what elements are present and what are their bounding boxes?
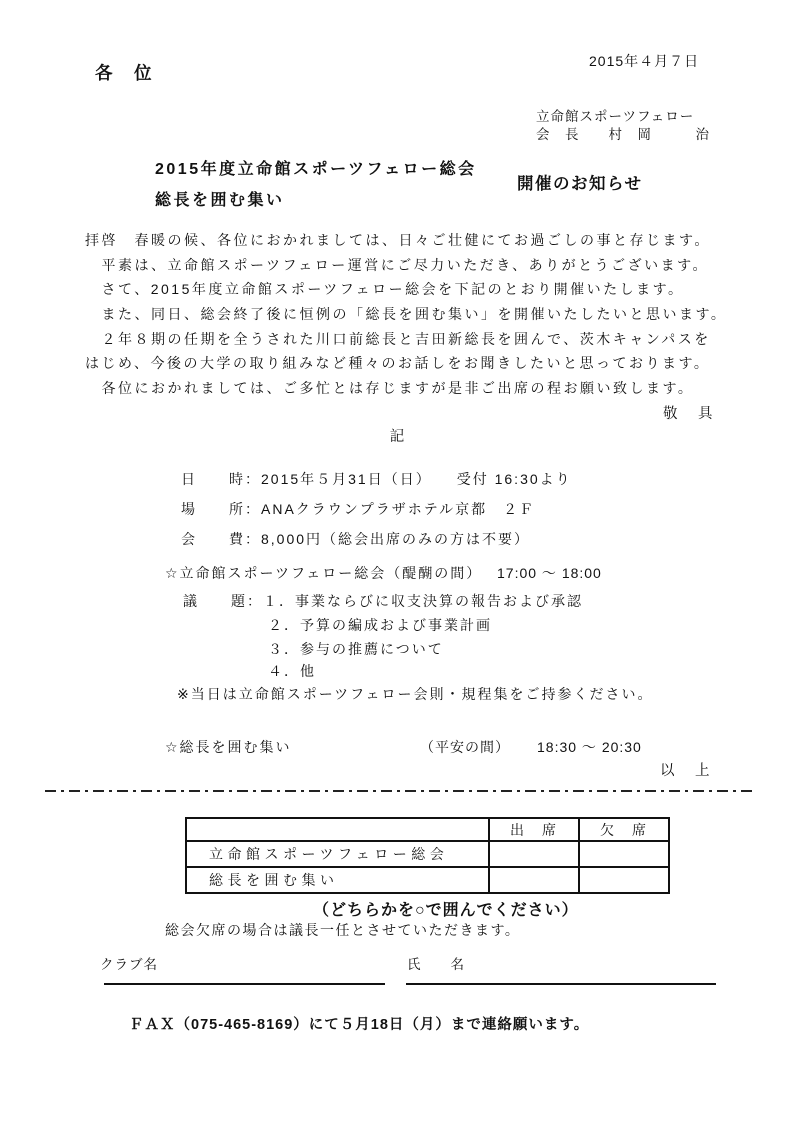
attendance-cell xyxy=(489,867,579,893)
agenda-note: ※当日は立命館スポーツフェロー会則・規程集をご持参ください。 xyxy=(177,686,654,702)
recipient: 各 位 xyxy=(95,63,154,83)
document-date: 2015年４月７日 xyxy=(589,53,700,69)
club-name-label: クラブ名 xyxy=(100,957,158,972)
table-header-row xyxy=(186,818,669,841)
event-details xyxy=(181,464,572,554)
agenda-item: ４．他 xyxy=(268,663,316,679)
fax-instruction: ＦＡＸ（075-465-8169）にて５月18日（月）まで連絡願います。 xyxy=(129,1017,590,1033)
document-title-line2: 総長を囲む集い xyxy=(155,192,285,209)
absence-cell xyxy=(579,867,669,893)
gathering-room: （平安の間） xyxy=(420,739,510,755)
absence-header: 欠 席 xyxy=(579,818,669,841)
circle-instruction: （どちらかを○で囲んでください） xyxy=(313,902,579,919)
sender-name: 会 長 村 岡 治 xyxy=(536,127,710,142)
absence-note: 総会欠席の場合は議長一任とさせていただきます。 xyxy=(165,922,521,938)
meeting-time: 17:00 ～ 18:00 xyxy=(497,565,602,581)
agenda-label: 議 題： xyxy=(183,593,263,609)
body-line: 拝啓 春暖の候、各位におかれましては、日々ご壮健にてお過ごしの事と存じます。 xyxy=(85,232,711,248)
agenda-item: １．事業ならびに収支決算の報告および承認 xyxy=(263,593,583,609)
detail-place: 場 所：ANAクラウンプラザホテル京都 ２Ｆ xyxy=(181,501,536,517)
cut-line-separator xyxy=(45,790,757,792)
agenda-line xyxy=(183,591,583,611)
gathering-time: 18:30 ～ 20:30 xyxy=(537,739,642,755)
gathering-title: ☆総長を囲む集い xyxy=(165,739,292,755)
attendance-cell xyxy=(489,841,579,867)
body-line: 平素は、立命館スポーツフェロー運営にご尽力いただき、ありがとうございます。 xyxy=(85,256,710,273)
agenda-item: ２．予算の編成および事業計画 xyxy=(268,617,492,633)
detail-datetime: 日 時：2015年５月31日（日） 受付 16:30より xyxy=(181,471,572,487)
document-title-line1: 2015年度立命館スポーツフェロー総会 xyxy=(155,161,477,178)
detail-fee: 会 費：8,000円（総会出席のみの方は不要） xyxy=(181,531,531,547)
table-row xyxy=(186,867,669,893)
body-line: 各位におかれましては、ご多忙とは存じますが是非ご出席の程お願い致します。 xyxy=(85,380,695,397)
body-line: はじめ、今後の大学の取り組みなど種々のお話しをお聞きしたいと思っております。 xyxy=(85,355,711,372)
meeting-title: ☆立命館スポーツフェロー総会（醍醐の間） xyxy=(165,565,483,581)
document-title-annotation: 開催のお知らせ xyxy=(517,175,643,193)
end-mark: 以 上 xyxy=(660,763,713,779)
record-mark: 記 xyxy=(389,429,405,445)
table-header-empty xyxy=(186,818,489,841)
table-row xyxy=(186,841,669,867)
person-name-label: 氏 名 xyxy=(407,957,465,972)
club-name-write-line xyxy=(104,983,385,985)
attendance-header: 出 席 xyxy=(489,818,579,841)
reply-table xyxy=(185,817,670,894)
absence-cell xyxy=(579,841,669,867)
table-row-label: 立命館スポーツフェロー総会 xyxy=(186,841,489,867)
body-paragraph xyxy=(85,228,745,401)
agenda-item: ３．参与の推薦について xyxy=(268,641,444,657)
table-row-label: 総長を囲む集い xyxy=(186,867,489,893)
person-name-write-line xyxy=(406,983,716,985)
sender-organization: 立命館スポーツフェロー xyxy=(536,109,695,124)
closing-keigu: 敬 具 xyxy=(663,406,716,422)
body-line: また、同日、総会終了後に恒例の「総長を囲む集い」を開催いたしたいと思います。 xyxy=(85,306,728,323)
body-line: ２年８期の任期を全うされた川口前総長と吉田新総長を囲んで、茨木キャンパスを xyxy=(85,330,711,347)
body-line: さて、2015年度立命館スポーツフェロー総会を下記のとおり開催いたします。 xyxy=(85,281,685,298)
